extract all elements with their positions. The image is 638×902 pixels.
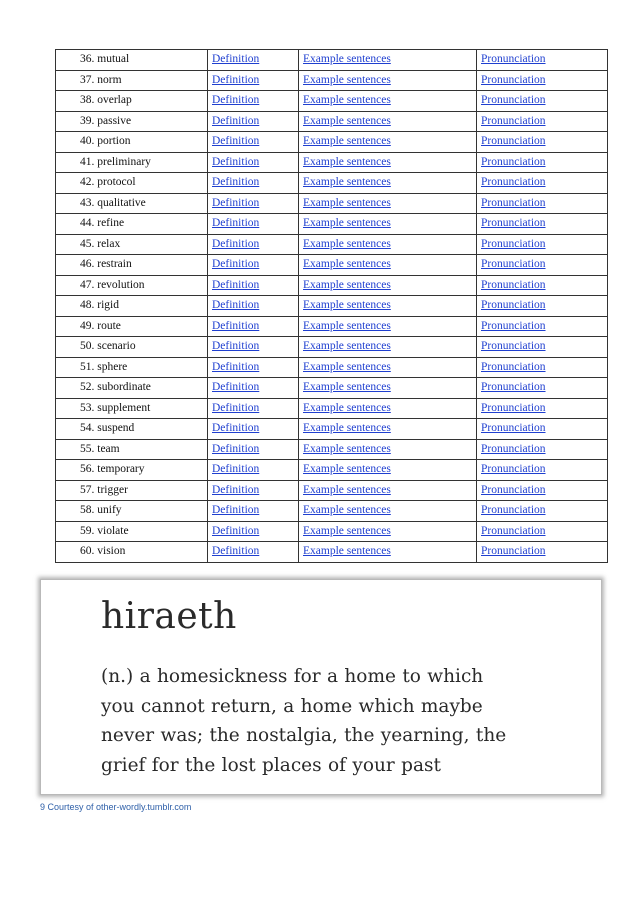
example-sentences-link[interactable]: Example sentences — [303, 278, 391, 291]
pronunciation-cell — [477, 460, 608, 481]
examples-cell — [299, 152, 477, 173]
pronunciation-link[interactable]: Pronunciation — [481, 524, 546, 537]
definition-cell — [208, 255, 299, 276]
word-cell: 37. norm — [56, 70, 208, 91]
definition-link[interactable]: Definition — [212, 53, 260, 66]
pronunciation-cell — [477, 316, 608, 337]
example-sentences-link[interactable]: Example sentences — [303, 524, 391, 537]
pronunciation-cell — [477, 70, 608, 91]
example-sentences-link[interactable]: Example sentences — [303, 73, 391, 86]
example-sentences-link[interactable]: Example sentences — [303, 381, 391, 394]
word-cell: 58. unify — [56, 501, 208, 522]
definition-line: grief for the lost places of your past — [101, 754, 441, 776]
example-sentences-link[interactable]: Example sentences — [303, 155, 391, 168]
definition-link[interactable]: Definition — [212, 381, 260, 394]
definition-link[interactable]: Definition — [212, 217, 260, 230]
example-sentences-link[interactable]: Example sentences — [303, 360, 391, 373]
word-cell: 44. refine — [56, 214, 208, 235]
table-row — [56, 50, 608, 71]
table-row — [56, 378, 608, 399]
examples-cell — [299, 439, 477, 460]
word-cell: 42. protocol — [56, 173, 208, 194]
figure-caption: 9 Courtesy of other-wordly.tumblr.com — [40, 802, 192, 812]
examples-cell — [299, 91, 477, 112]
table-row — [56, 398, 608, 419]
word-cell: 57. trigger — [56, 480, 208, 501]
table-row — [56, 91, 608, 112]
pronunciation-cell — [477, 542, 608, 563]
example-sentences-link[interactable]: Example sentences — [303, 135, 391, 148]
example-sentences-link[interactable]: Example sentences — [303, 258, 391, 271]
word-cell: 38. overlap — [56, 91, 208, 112]
table-row — [56, 275, 608, 296]
definition-link[interactable]: Definition — [212, 299, 260, 312]
definition-cell — [208, 439, 299, 460]
pronunciation-link[interactable]: Pronunciation — [481, 381, 546, 394]
example-sentences-link[interactable]: Example sentences — [303, 442, 391, 455]
pronunciation-cell — [477, 50, 608, 71]
vocabulary-table — [55, 49, 608, 563]
examples-cell — [299, 398, 477, 419]
pronunciation-cell — [477, 419, 608, 440]
pronunciation-cell — [477, 521, 608, 542]
example-sentences-link[interactable]: Example sentences — [303, 196, 391, 209]
example-sentences-link[interactable]: Example sentences — [303, 483, 391, 496]
definition-line: never was; the nostalgia, the yearning, the — [101, 725, 507, 746]
pronunciation-link[interactable]: Pronunciation — [481, 237, 546, 250]
pronunciation-cell — [477, 357, 608, 378]
table-row — [56, 439, 608, 460]
pronunciation-link[interactable]: Pronunciation — [481, 319, 546, 332]
examples-cell — [299, 275, 477, 296]
definition-cell — [208, 419, 299, 440]
examples-cell — [299, 50, 477, 71]
pronunciation-link[interactable]: Pronunciation — [481, 504, 546, 517]
examples-cell — [299, 521, 477, 542]
word-cell: 40. portion — [56, 132, 208, 153]
pronunciation-cell — [477, 296, 608, 317]
examples-cell — [299, 132, 477, 153]
table-row — [56, 193, 608, 214]
examples-cell — [299, 480, 477, 501]
definition-cell — [208, 173, 299, 194]
table-row — [56, 132, 608, 153]
definition-cell — [208, 398, 299, 419]
examples-cell — [299, 214, 477, 235]
pronunciation-link[interactable]: Pronunciation — [481, 217, 546, 230]
table-row — [56, 255, 608, 276]
definition-link[interactable]: Definition — [212, 155, 260, 168]
pronunciation-link[interactable]: Pronunciation — [481, 176, 546, 189]
definition-cell — [208, 70, 299, 91]
pronunciation-link[interactable]: Pronunciation — [481, 53, 546, 66]
example-sentences-link[interactable]: Example sentences — [303, 319, 391, 332]
examples-cell — [299, 296, 477, 317]
table-row — [56, 296, 608, 317]
definition-cell — [208, 193, 299, 214]
pronunciation-link[interactable]: Pronunciation — [481, 442, 546, 455]
examples-cell — [299, 542, 477, 563]
pronunciation-link[interactable]: Pronunciation — [481, 422, 546, 435]
pronunciation-link[interactable]: Pronunciation — [481, 463, 546, 476]
figure-definition — [101, 662, 581, 780]
pronunciation-link[interactable]: Pronunciation — [481, 483, 546, 496]
pronunciation-link[interactable]: Pronunciation — [481, 155, 546, 168]
pronunciation-link[interactable]: Pronunciation — [481, 278, 546, 291]
figure-word: hiraeth — [101, 596, 237, 637]
definition-cell — [208, 501, 299, 522]
table-row — [56, 501, 608, 522]
word-cell: 48. rigid — [56, 296, 208, 317]
definition-link[interactable]: Definition — [212, 360, 260, 373]
definition-link[interactable]: Definition — [212, 278, 260, 291]
pronunciation-cell — [477, 193, 608, 214]
word-cell: 52. subordinate — [56, 378, 208, 399]
pronunciation-link[interactable]: Pronunciation — [481, 401, 546, 414]
example-sentences-link[interactable]: Example sentences — [303, 94, 391, 107]
examples-cell — [299, 173, 477, 194]
definition-link[interactable]: Definition — [212, 319, 260, 332]
example-sentences-link[interactable]: Example sentences — [303, 114, 391, 127]
examples-cell — [299, 337, 477, 358]
example-sentences-link[interactable]: Example sentences — [303, 299, 391, 312]
pronunciation-cell — [477, 152, 608, 173]
pronunciation-link[interactable]: Pronunciation — [481, 545, 546, 558]
definition-link[interactable]: Definition — [212, 504, 260, 517]
word-cell: 56. temporary — [56, 460, 208, 481]
word-cell: 55. team — [56, 439, 208, 460]
pronunciation-cell — [477, 337, 608, 358]
word-cell: 45. relax — [56, 234, 208, 255]
hiraeth-image — [40, 579, 602, 795]
pronunciation-cell — [477, 91, 608, 112]
pronunciation-cell — [477, 255, 608, 276]
definition-cell — [208, 357, 299, 378]
table-row — [56, 419, 608, 440]
pronunciation-link[interactable]: Pronunciation — [481, 73, 546, 86]
pronunciation-cell — [477, 234, 608, 255]
table-row — [56, 234, 608, 255]
table-row — [56, 337, 608, 358]
definition-link[interactable]: Definition — [212, 135, 260, 148]
word-cell: 54. suspend — [56, 419, 208, 440]
word-cell: 59. violate — [56, 521, 208, 542]
vocabulary-table-body — [56, 50, 608, 563]
table-row — [56, 173, 608, 194]
examples-cell — [299, 378, 477, 399]
definition-link[interactable]: Definition — [212, 237, 260, 250]
pronunciation-link[interactable]: Pronunciation — [481, 299, 546, 312]
definition-cell — [208, 234, 299, 255]
definition-link[interactable]: Definition — [212, 196, 260, 209]
table-row — [56, 357, 608, 378]
pronunciation-cell — [477, 439, 608, 460]
word-cell: 50. scenario — [56, 337, 208, 358]
definition-cell — [208, 296, 299, 317]
examples-cell — [299, 460, 477, 481]
definition-link[interactable]: Definition — [212, 73, 260, 86]
definition-link[interactable]: Definition — [212, 401, 260, 414]
definition-line: (n.) a homesickness for a home to which — [101, 666, 484, 687]
word-cell: 46. restrain — [56, 255, 208, 276]
definition-link[interactable]: Definition — [212, 114, 260, 127]
table-row — [56, 542, 608, 563]
definition-cell — [208, 337, 299, 358]
table-row — [56, 214, 608, 235]
pronunciation-link[interactable]: Pronunciation — [481, 94, 546, 107]
definition-link[interactable]: Definition — [212, 340, 260, 353]
pronunciation-cell — [477, 378, 608, 399]
definition-link[interactable]: Definition — [212, 442, 260, 455]
definition-cell — [208, 91, 299, 112]
example-sentences-link[interactable]: Example sentences — [303, 176, 391, 189]
word-cell: 53. supplement — [56, 398, 208, 419]
examples-cell — [299, 111, 477, 132]
definition-link[interactable]: Definition — [212, 545, 260, 558]
word-cell: 49. route — [56, 316, 208, 337]
pronunciation-cell — [477, 480, 608, 501]
examples-cell — [299, 193, 477, 214]
word-cell: 36. mutual — [56, 50, 208, 71]
definition-cell — [208, 316, 299, 337]
pronunciation-cell — [477, 398, 608, 419]
example-sentences-link[interactable]: Example sentences — [303, 53, 391, 66]
word-cell: 39. passive — [56, 111, 208, 132]
examples-cell — [299, 419, 477, 440]
definition-link[interactable]: Definition — [212, 422, 260, 435]
definition-cell — [208, 214, 299, 235]
definition-link[interactable]: Definition — [212, 463, 260, 476]
pronunciation-link[interactable]: Pronunciation — [481, 135, 546, 148]
definition-cell — [208, 132, 299, 153]
definition-cell — [208, 275, 299, 296]
table-row — [56, 460, 608, 481]
pronunciation-link[interactable]: Pronunciation — [481, 258, 546, 271]
table-row — [56, 152, 608, 173]
word-cell: 47. revolution — [56, 275, 208, 296]
example-sentences-link[interactable]: Example sentences — [303, 463, 391, 476]
examples-cell — [299, 234, 477, 255]
definition-line: you cannot return, a home which maybe — [101, 695, 483, 717]
table-row — [56, 70, 608, 91]
pronunciation-cell — [477, 173, 608, 194]
table-row — [56, 480, 608, 501]
examples-cell — [299, 316, 477, 337]
pronunciation-cell — [477, 501, 608, 522]
example-sentences-link[interactable]: Example sentences — [303, 340, 391, 353]
word-cell: 60. vision — [56, 542, 208, 563]
pronunciation-cell — [477, 214, 608, 235]
pronunciation-link[interactable]: Pronunciation — [481, 114, 546, 127]
pronunciation-link[interactable]: Pronunciation — [481, 340, 546, 353]
example-sentences-link[interactable]: Example sentences — [303, 217, 391, 230]
definition-cell — [208, 152, 299, 173]
table-row — [56, 521, 608, 542]
definition-cell — [208, 542, 299, 563]
examples-cell — [299, 70, 477, 91]
pronunciation-link[interactable]: Pronunciation — [481, 360, 546, 373]
table-row — [56, 316, 608, 337]
word-cell: 51. sphere — [56, 357, 208, 378]
definition-link[interactable]: Definition — [212, 258, 260, 271]
pronunciation-cell — [477, 132, 608, 153]
definition-link[interactable]: Definition — [212, 94, 260, 107]
definition-cell — [208, 521, 299, 542]
example-sentences-link[interactable]: Example sentences — [303, 237, 391, 250]
example-sentences-link[interactable]: Example sentences — [303, 401, 391, 414]
definition-link[interactable]: Definition — [212, 483, 260, 496]
example-sentences-link[interactable]: Example sentences — [303, 422, 391, 435]
examples-cell — [299, 255, 477, 276]
definition-link[interactable]: Definition — [212, 524, 260, 537]
example-sentences-link[interactable]: Example sentences — [303, 545, 391, 558]
table-row — [56, 111, 608, 132]
definition-link[interactable]: Definition — [212, 176, 260, 189]
pronunciation-cell — [477, 275, 608, 296]
pronunciation-cell — [477, 111, 608, 132]
pronunciation-link[interactable]: Pronunciation — [481, 196, 546, 209]
definition-cell — [208, 460, 299, 481]
example-sentences-link[interactable]: Example sentences — [303, 504, 391, 517]
examples-cell — [299, 357, 477, 378]
definition-cell — [208, 480, 299, 501]
word-cell: 43. qualitative — [56, 193, 208, 214]
word-cell: 41. preliminary — [56, 152, 208, 173]
definition-cell — [208, 50, 299, 71]
examples-cell — [299, 501, 477, 522]
definition-cell — [208, 378, 299, 399]
definition-cell — [208, 111, 299, 132]
